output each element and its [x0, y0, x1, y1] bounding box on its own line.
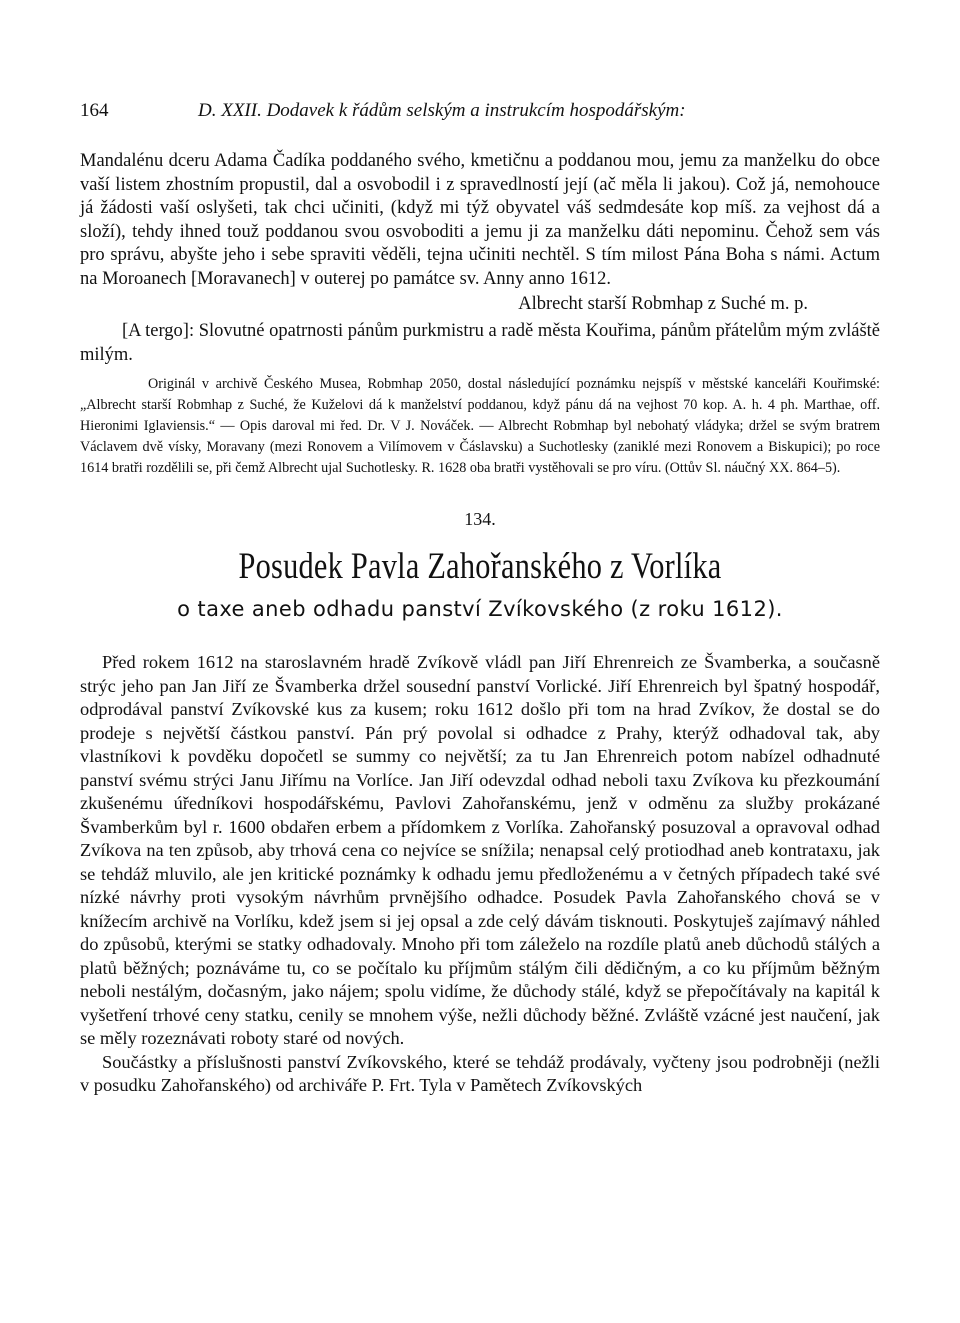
letter-signature: Albrecht starší Robmhap z Suché m. p.: [518, 293, 808, 314]
section-subtitle: o taxe aneb odhadu panství Zvíkovského (z roku 1612).: [177, 597, 783, 622]
book-page: [80, 100, 880, 1098]
body-paragraph-2: Součástky a příslušnosti panství Zvíkovského, které se tehdáž prodávaly, vyčteny jsou podrobněji (nežli v posudku Zahořanského) od archiváře P. Frt. Tyla v Pamětech Zvíkovských: [80, 1051, 880, 1096]
page-number: 164: [80, 100, 109, 121]
section-number: 134.: [464, 509, 496, 530]
body-paragraph-1: Před rokem 1612 na staroslavném hradě Zvíkově vládl pan Jiří Ehrenreich ze Švamberka, a současně strýc jeho pan Jan Jiří ze Švamberka držel sousední panství Vorlické. Jiří Ehrenreich byl špatný hospodář, odprodával panství Zvíkovské kus za kusem; roku 1612 došlo při tom na hrad Zvíkov, že dostal se do prodeje s největší částkou panství. Pán prý povolal si odhadce z Prahy, kterýž odhadoval tak, aby vlastníkovi k povděku dopočetl se summy co největší; za tu Jan Ehrenreich potom nabízel odhadnuté panství svému strýci Janu Jiřímu na Vorlíce. Jan Jiří odevzdal odhad neboli taxu Zvíkova ku přezkoumání zkušenému úředníkovi hospodářskému, Pavlovi Zahořanskému, jenž v odměnu za služby prokázané Švamberkům byl r. 1600 obdařen erbem a přídomkem z Vorlíka. Zahořanský posuzoval a opravoval odhad Zvíkova na ten způsob, aby trhová cena co nejvíce se snížila; nenapsal celý protiodhad aneb kontrataxu, jak se tehdáž mluvilo, ale jen kritické poznámky k odhadu jemu předloženému a v četných případech také své nízké návrhy proti vysokým návrhům prvnějšího odhadce. Posudek Pavla Zahořanského chová se v knížecím archivě na Vorlíku, kdež jsem si jej opsal a zde celý dávám tisknouti. Poskytuješ zajímavý náhled do způsobů, kterými se statky odhadovaly. Mnoho při tom záleželo na rozdíle platů aneb důchodů stálých a platů běžných; poznáváme tu, co se počítalo ku příjmům stálým čili dědičným, a co ku příjmům běžným neboli nestálým, dočasným, jako nájem; spolu vidíme, že důchody stálé, když se přepočítávaly na kapitál k vyšetření trhové ceny statku, cenily se mnohem výše, nežli důchody běžné. Zvláště vzácné jest naučení, jak se měly rozeznávati roboty staré od nových.: [80, 652, 880, 1049]
running-title: D. XXII. Dodavek k řádům selským a instrukcím hospodářským:: [198, 100, 686, 121]
editorial-note: Originál v archivě Českého Musea, Robmhap 2050, dostal následující poznámku nejspíš v městské kanceláři Kouřimské: „Albrecht starší Robmhap z Suché, že Kuželovi dá k manželství poddanou, když pánu dá na vejhost 70 kop. A. h. 4 ph. Marthae, off. Hieronimi Iglaviensis.“ — Opis daroval mi řed. Dr. V J. Nováček. — Albrecht Robmhap byl nebohatý vládyka; držel se svým bratrem Václavem dvě vísky, Moravany (mezi Ronovem a Vilímovem v Čáslavsku) a Suchotlesky (zaniklé mezi Ronovem a Biskupici); po roce 1614 bratři rozdělili se, při čemž Albrecht ujal Suchotlesky. R. 1628 oba bratři vystěhovali se pro víru. (Ottův Sl. náučný XX. 864–5).: [80, 376, 880, 477]
section-title: Posudek Pavla Zahořanského z Vorlíka: [238, 546, 722, 588]
page-header: [80, 100, 880, 134]
letter-paragraph: Mandalénu dceru Adama Čadíka poddaného svého, kmetičnu a poddanou mou, jemu za manželku do obce vaší listem zhostním propustil, dal a osvobodil i z spravedlností její (ač měla li jakou). Což já, nemohouce já žádosti vaší oslyšeti, tak chci učiniti, (když mi týž obyvatel váš sedmdesáte kop míš. za vejhost dá a složí), tehdy ihned touž poddanou svou osvoboditi a jemu ji za manželku dáti nepominu. Čehož sem vás pro správu, abyšte jeho i sebe spraviti věděli, tejna učiniti nechtěl. S tím milost Pána Boha s námi. Actum na Moroanech [Moravanech] v outerej po památce sv. Anny anno 1612.: [80, 151, 880, 289]
letter-address-tergo: [A tergo]: Slovutné opatrnosti pánům purkmistru a radě města Kouřima, pánům přátelům mým zvláště milým.: [80, 321, 880, 365]
